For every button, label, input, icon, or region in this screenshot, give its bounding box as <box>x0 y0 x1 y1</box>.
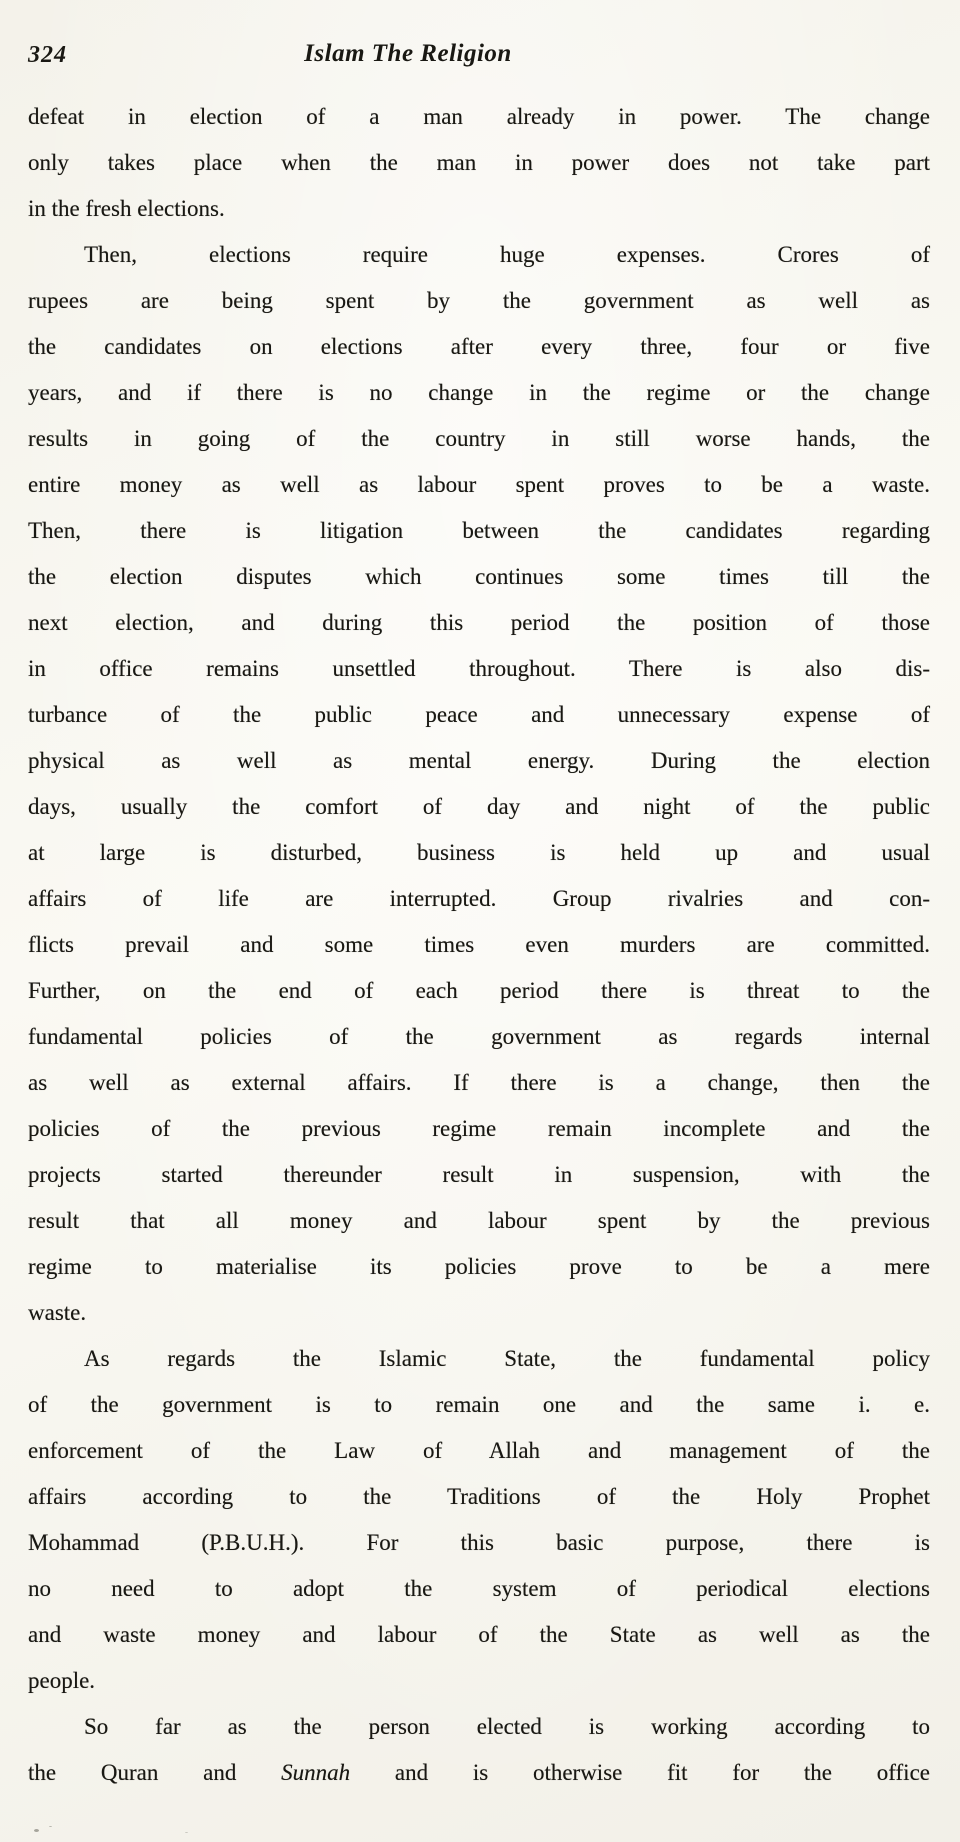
text-line <box>28 968 930 1014</box>
text-line <box>28 1382 930 1428</box>
paragraph <box>28 1336 930 1704</box>
text-segment: and waste money and labour of the State as well as the <box>28 1622 930 1647</box>
text-segment: days, usually the comfort of day and night of the public <box>28 794 930 819</box>
text-line <box>28 186 930 232</box>
text-line <box>28 416 930 462</box>
text-line <box>28 876 930 922</box>
text-segment: in office remains unsettled throughout. There is also dis- <box>28 656 930 681</box>
text-segment: the election disputes which continues some times till the <box>28 564 930 589</box>
paragraph <box>28 1704 930 1796</box>
text-segment: flicts prevail and some times even murders are committed. <box>28 932 930 957</box>
text-segment: Mohammad (P.B.U.H.). For this basic purpose, there is <box>28 1530 930 1555</box>
text-segment: Then, there is litigation between the candidates regarding <box>28 518 930 543</box>
text-segment: rupees are being spent by the government as well as <box>28 288 930 313</box>
text-segment: the candidates on elections after every three, four or five <box>28 334 930 359</box>
text-segment: as well as external affairs. If there is a change, then the <box>28 1070 930 1095</box>
text-segment: regime to materialise its policies prove to be a mere <box>28 1254 930 1279</box>
text-line <box>28 1060 930 1106</box>
text-line <box>28 1474 930 1520</box>
text-segment: at large is disturbed, business is held up and usual <box>28 840 930 865</box>
text-line <box>28 1198 930 1244</box>
text-segment: Further, on the end of each period there is threat to the <box>28 978 930 1003</box>
text-line <box>28 232 930 278</box>
text-line <box>28 784 930 830</box>
page-title: Islam The Religion <box>304 40 512 67</box>
text-segment: entire money as well as labour spent proves to be a waste. <box>28 472 930 497</box>
text-line <box>28 1750 930 1796</box>
text-segment: in the fresh elections. <box>28 196 225 221</box>
text-segment: policies of the previous regime remain incomplete and the <box>28 1116 930 1141</box>
text-line <box>28 1290 930 1336</box>
text-line <box>28 922 930 968</box>
text-segment: physical as well as mental energy. During the election <box>28 748 930 773</box>
text-segment: So far as the person elected is working according to <box>84 1714 930 1739</box>
text-line <box>28 140 930 186</box>
text-line <box>28 94 930 140</box>
text-segment: defeat in election of a man already in power. The change <box>28 104 930 129</box>
text-line <box>28 370 930 416</box>
scan-speck <box>34 1829 39 1832</box>
text-line <box>28 1428 930 1474</box>
text-line <box>28 462 930 508</box>
text-line <box>28 692 930 738</box>
text-line <box>28 278 930 324</box>
text-line <box>28 1244 930 1290</box>
paragraph <box>28 232 930 1336</box>
text-segment: of the government is to remain one and the same i. e. <box>28 1392 930 1417</box>
paragraph <box>28 94 930 232</box>
text-segment: Then, elections require huge expenses. Crores of <box>84 242 930 267</box>
text-line <box>28 1336 930 1382</box>
text-segment: only takes place when the man in power does not take part <box>28 150 930 175</box>
text-segment: years, and if there is no change in the regime or the change <box>28 380 930 405</box>
text-line <box>28 738 930 784</box>
text-segment: As regards the Islamic State, the fundamental policy <box>84 1346 930 1371</box>
text-line <box>28 1014 930 1060</box>
text-segment: people. <box>28 1668 96 1693</box>
text-line <box>28 1612 930 1658</box>
text-segment: next election, and during this period the position of those <box>28 610 930 635</box>
text-segment: results in going of the country in still worse hands, the <box>28 426 930 451</box>
text-line <box>28 554 930 600</box>
text-segment: the Quran and <box>28 1760 282 1785</box>
text-segment: fundamental policies of the government as regards internal <box>28 1024 930 1049</box>
text-line <box>28 1658 930 1704</box>
text-segment: affairs according to the Traditions of the Holy Prophet <box>28 1484 930 1509</box>
text-line <box>28 600 930 646</box>
text-segment: enforcement of the Law of Allah and management of the <box>28 1438 930 1463</box>
text-line <box>28 1704 930 1750</box>
text-line <box>28 508 930 554</box>
text-segment: affairs of life are interrupted. Group rivalries and con- <box>28 886 930 911</box>
text-line <box>28 324 930 370</box>
text-segment: waste. <box>28 1300 87 1325</box>
text-segment: projects started thereunder result in suspension, with the <box>28 1162 930 1187</box>
text-line <box>28 1566 930 1612</box>
text-line <box>28 830 930 876</box>
text-line <box>28 1520 930 1566</box>
text-segment: turbance of the public peace and unnecessary expense of <box>28 702 930 727</box>
text-segment: result that all money and labour spent by the previous <box>28 1208 930 1233</box>
italic-text: Sunnah <box>281 1760 351 1785</box>
text-segment: no need to adopt the system of periodical elections <box>28 1576 930 1601</box>
page-body <box>28 94 930 1796</box>
text-line <box>28 1152 930 1198</box>
text-segment: and is otherwise fit for the office <box>350 1760 930 1785</box>
page-number: 324 <box>28 42 67 68</box>
text-line <box>28 646 930 692</box>
text-line <box>28 1106 930 1152</box>
running-header <box>28 40 930 76</box>
